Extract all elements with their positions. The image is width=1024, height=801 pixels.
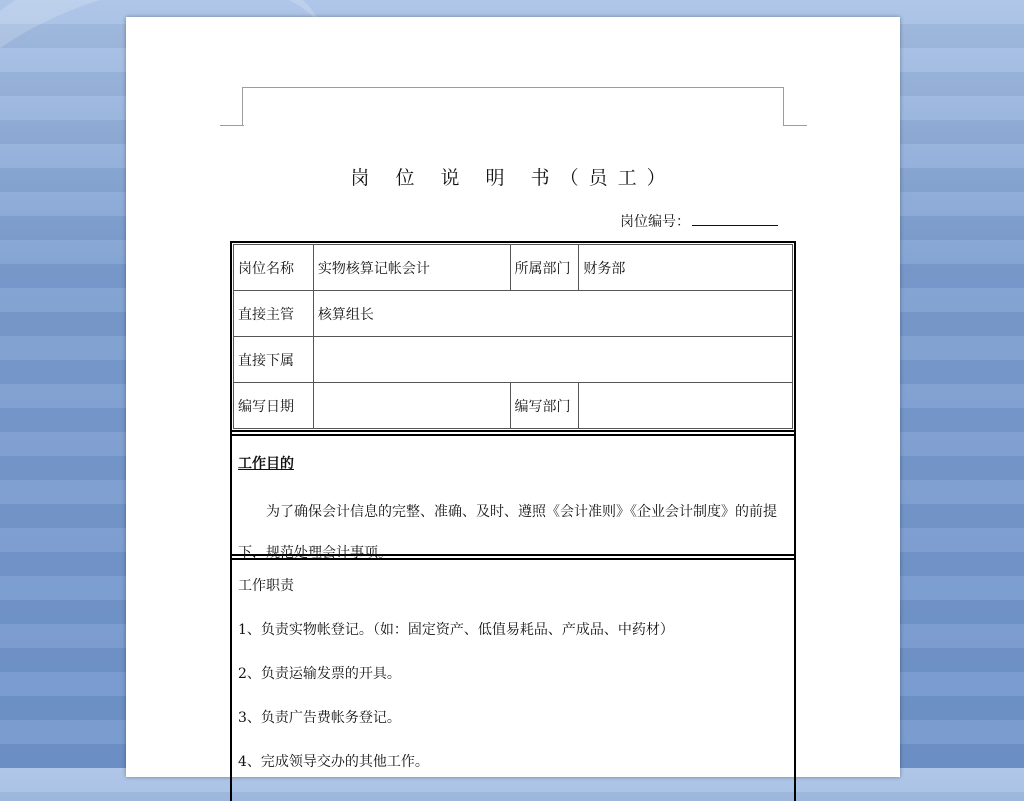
duties-section: [232, 561, 794, 784]
subordinate-label: 直接下属: [234, 337, 314, 383]
section-divider: [232, 430, 794, 436]
date-label: 编写日期: [234, 383, 314, 429]
post-number-label: 岗位编号：: [620, 214, 690, 230]
supervisor-label: 直接主管: [234, 291, 314, 337]
purpose-section: [232, 437, 794, 561]
subordinate-value: [313, 337, 792, 383]
position-name-value: 实物核算记帐会计: [313, 245, 510, 291]
duties-heading: 工作职责: [238, 578, 294, 594]
table-row: [234, 245, 793, 291]
duty-item: 3、负责广告费帐务登记。: [238, 710, 401, 726]
position-name-label: 岗位名称: [234, 245, 314, 291]
table-row: [234, 291, 793, 337]
purpose-text: 为了确保会计信息的完整、准确、及时、遵照《会计准则》《企业会计制度》的前提下，规范处理会计事项。: [238, 504, 777, 561]
table-row: [234, 383, 793, 429]
job-description-frame: [230, 241, 796, 801]
document-title: 岗 位 说 明 书（员工）: [350, 167, 676, 189]
corner-mark-left-vertical: [242, 87, 243, 126]
author-dept-label: 编写部门: [510, 383, 579, 429]
info-table: [233, 244, 793, 429]
supervisor-value: 核算组长: [313, 291, 792, 337]
corner-mark-right-vertical: [783, 87, 784, 126]
purpose-heading: 工作目的: [238, 456, 294, 472]
duty-item: 2、负责运输发票的开具。: [238, 666, 401, 682]
department-value: 财务部: [579, 245, 793, 291]
table-row: [234, 337, 793, 383]
corner-mark-right: [783, 125, 807, 126]
date-value: [313, 383, 510, 429]
document-page: [126, 17, 900, 777]
post-number-blank: [692, 211, 778, 226]
author-dept-value: [579, 383, 793, 429]
duty-item: 4、完成领导交办的其他工作。: [238, 754, 429, 770]
department-label: 所属部门: [510, 245, 579, 291]
header-rule: [242, 87, 784, 88]
duty-item: 1、负责实物帐登记。（如：固定资产、低值易耗品、产成品、中药材）: [238, 622, 674, 638]
post-number: [620, 211, 778, 231]
corner-mark-left: [220, 125, 244, 126]
